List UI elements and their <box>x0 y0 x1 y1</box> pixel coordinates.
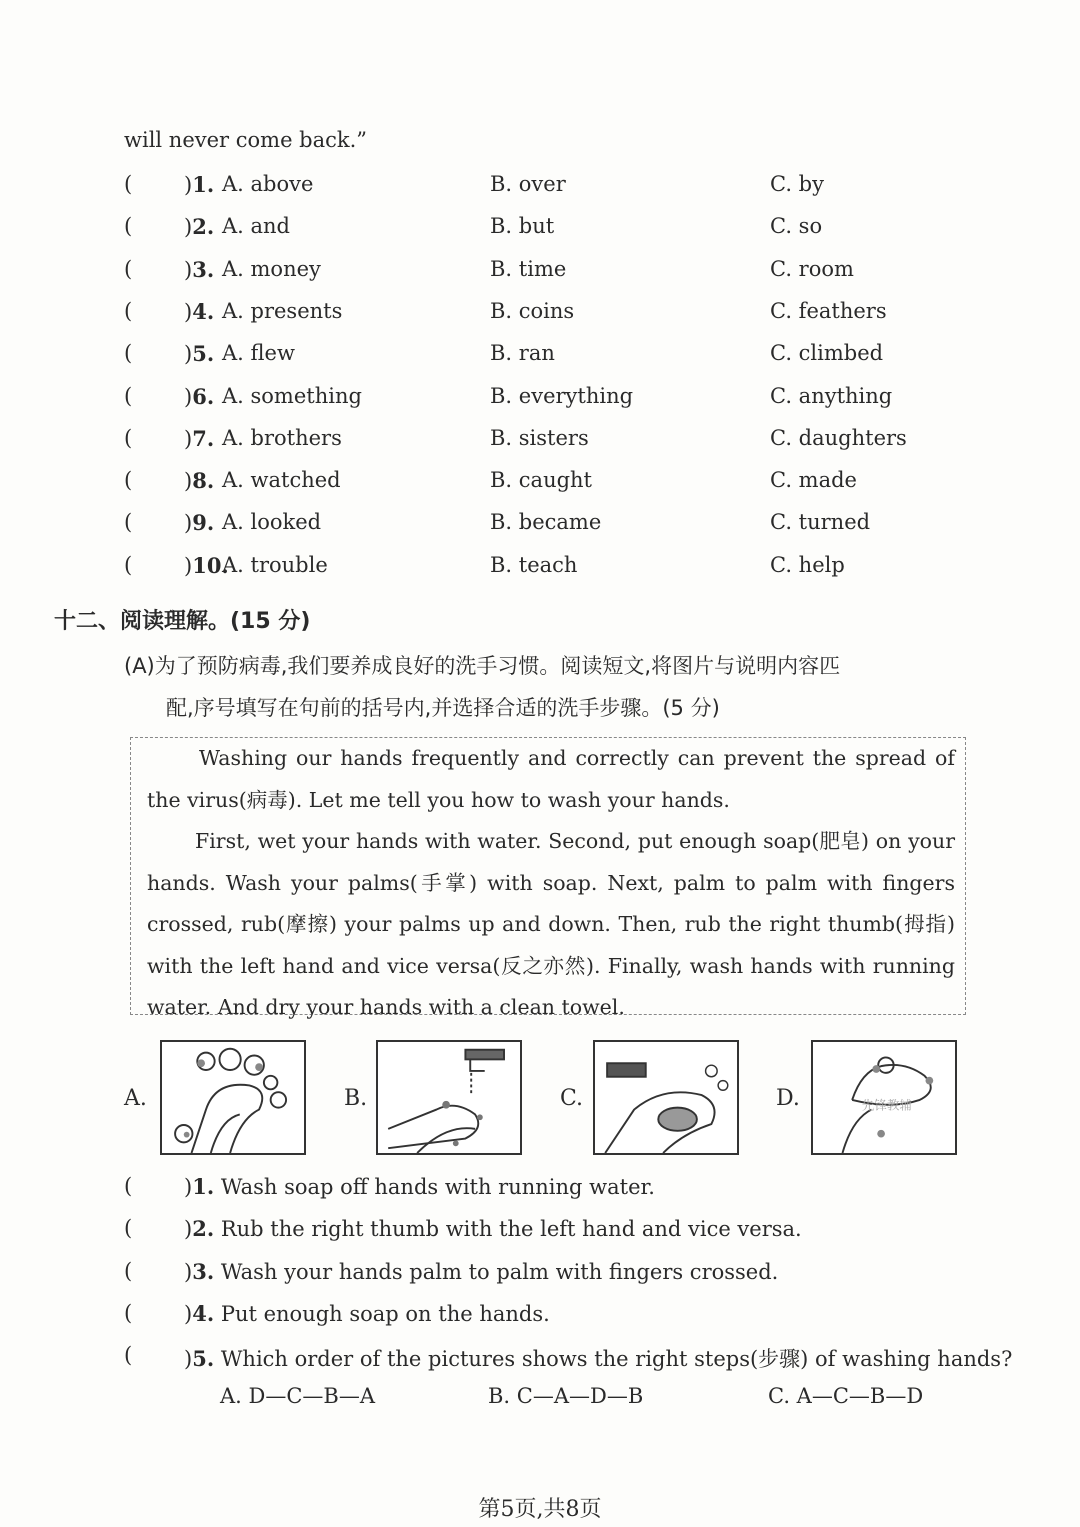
option-c: C. climbed <box>770 341 884 366</box>
question-number: )8. <box>184 468 215 494</box>
order-option-a: A. D—C—B—A <box>220 1384 376 1408</box>
answer-blank-open[interactable]: ( <box>124 468 133 493</box>
option-c: C. anything <box>770 383 893 408</box>
instruction-line-1: (A)为了预防病毒,我们要养成良好的洗手习惯。阅读短文,将图片与说明内容匹 <box>124 654 841 678</box>
answer-blank-open[interactable]: ( <box>124 425 133 450</box>
answer-blank-open[interactable]: ( <box>124 1174 133 1198</box>
option-b: B. over <box>490 172 566 196</box>
option-c: C. so <box>770 214 823 239</box>
answer-blank-open[interactable]: ( <box>124 298 133 323</box>
picture-label-d: D. <box>776 1086 800 1111</box>
question-number: )4. <box>184 298 215 324</box>
question-number: )7. <box>184 425 215 451</box>
question-text: )4. Put enough soap on the hands. <box>184 1300 550 1326</box>
picture-label-c: C. <box>560 1086 584 1111</box>
option-c: C. daughters <box>770 425 907 450</box>
option-b: B. but <box>490 214 555 239</box>
answer-blank-open[interactable]: ( <box>124 1216 133 1241</box>
cloze-row <box>124 553 984 583</box>
option-c: C. by <box>770 172 824 196</box>
option-b: B. sisters <box>490 425 589 450</box>
option-b: B. coins <box>490 298 575 323</box>
question-text: )3. Wash your hands palm to palm with fingers crossed. <box>184 1258 779 1284</box>
question-text: )1. Wash soap off hands with running water. <box>184 1174 655 1199</box>
option-c: C. feathers <box>770 298 887 323</box>
option-a: A. presents <box>222 298 343 323</box>
cloze-row <box>124 510 984 540</box>
question-number: )1. <box>184 172 215 197</box>
answer-blank-open[interactable]: ( <box>124 1343 133 1368</box>
option-c: C. room <box>770 256 854 281</box>
question-number: )6. <box>184 383 215 409</box>
answer-blank-open[interactable]: ( <box>124 1258 133 1283</box>
option-b: B. everything <box>490 383 634 408</box>
cloze-row <box>124 384 984 414</box>
hands-under-tap-icon <box>376 1040 522 1155</box>
passage-end-line: will never come back.” <box>124 128 368 152</box>
option-c: C. help <box>770 552 845 577</box>
option-b: B. time <box>490 256 567 281</box>
option-a: A. looked <box>222 510 322 535</box>
answer-blank-open[interactable]: ( <box>124 256 133 281</box>
order-option-b: B. C—A—D—B <box>488 1384 644 1408</box>
page-footer: 第5页,共8页 <box>478 1497 602 1522</box>
soap-on-hands-icon <box>593 1040 739 1155</box>
answer-blank-open[interactable]: ( <box>124 1300 133 1325</box>
option-a: A. trouble <box>222 552 328 577</box>
thumb-rubbing-icon <box>811 1040 957 1155</box>
question-number: )2. <box>184 214 215 240</box>
instruction-line-2: 配,序号填写在句前的括号内,并选择合适的洗手步骤。(5 分) <box>166 696 720 720</box>
option-a: A. something <box>222 383 362 408</box>
option-b: B. teach <box>490 552 578 577</box>
hands-rubbing-foam-icon <box>160 1040 306 1155</box>
answer-blank-open[interactable]: ( <box>124 172 133 196</box>
answer-blank-open[interactable]: ( <box>124 214 133 239</box>
passage-paragraph-2: First, wet your hands with water. Second, put enough soap(肥皂) on your hands. Wash your palms(手掌) with soap. Next, palm to palm with fingers crossed, rub(摩擦) your palms up and down. Then, rub the right thumb(拇指) with the left hand and vice versa(反之亦然). Finally, wash hands with running water. And dry your hands with a clean towel. <box>147 829 955 1019</box>
question-number: )10. <box>184 552 229 578</box>
cloze-row <box>124 257 984 287</box>
option-c: C. turned <box>770 510 871 535</box>
cloze-row <box>124 299 984 329</box>
option-a: A. watched <box>222 468 341 493</box>
option-a: A. flew <box>222 341 295 366</box>
watermark-text: 先锋教辅 <box>861 1097 912 1113</box>
question-text: )5. Which order of the pictures shows the right steps(步骤) of washing hands? <box>184 1346 1013 1372</box>
option-c: C. made <box>770 468 857 493</box>
order-option-c: C. A—C—B—D <box>768 1384 924 1408</box>
section-title: 十二、阅读理解。(15 分) <box>54 609 311 634</box>
cloze-row <box>124 341 984 371</box>
option-a: A. money <box>222 256 321 281</box>
picture-label-b: B. <box>344 1086 368 1111</box>
option-a: A. above <box>222 172 314 196</box>
option-a: A. brothers <box>222 425 342 450</box>
question-number: )3. <box>184 256 215 282</box>
question-number: )5. <box>184 341 215 367</box>
answer-blank-open[interactable]: ( <box>124 341 133 366</box>
picture-label-a: A. <box>124 1086 147 1111</box>
cloze-row <box>124 426 984 456</box>
option-b: B. caught <box>490 468 592 493</box>
answer-blank-open[interactable]: ( <box>124 383 133 408</box>
answer-blank-open[interactable]: ( <box>124 552 133 577</box>
option-b: B. became <box>490 510 602 535</box>
question-number: )9. <box>184 510 215 536</box>
answer-blank-open[interactable]: ( <box>124 510 133 535</box>
cloze-row <box>124 172 984 202</box>
passage-paragraph-1: Washing our hands frequently and correctly can prevent the spread of the virus(病毒). Let me tell you how to wash your hands. <box>147 746 955 812</box>
reading-passage-box <box>130 737 966 1019</box>
cloze-row <box>124 214 984 244</box>
option-b: B. ran <box>490 341 555 366</box>
question-text: )2. Rub the right thumb with the left hand and vice versa. <box>184 1216 802 1242</box>
option-a: A. and <box>222 214 291 239</box>
cloze-row <box>124 468 984 498</box>
